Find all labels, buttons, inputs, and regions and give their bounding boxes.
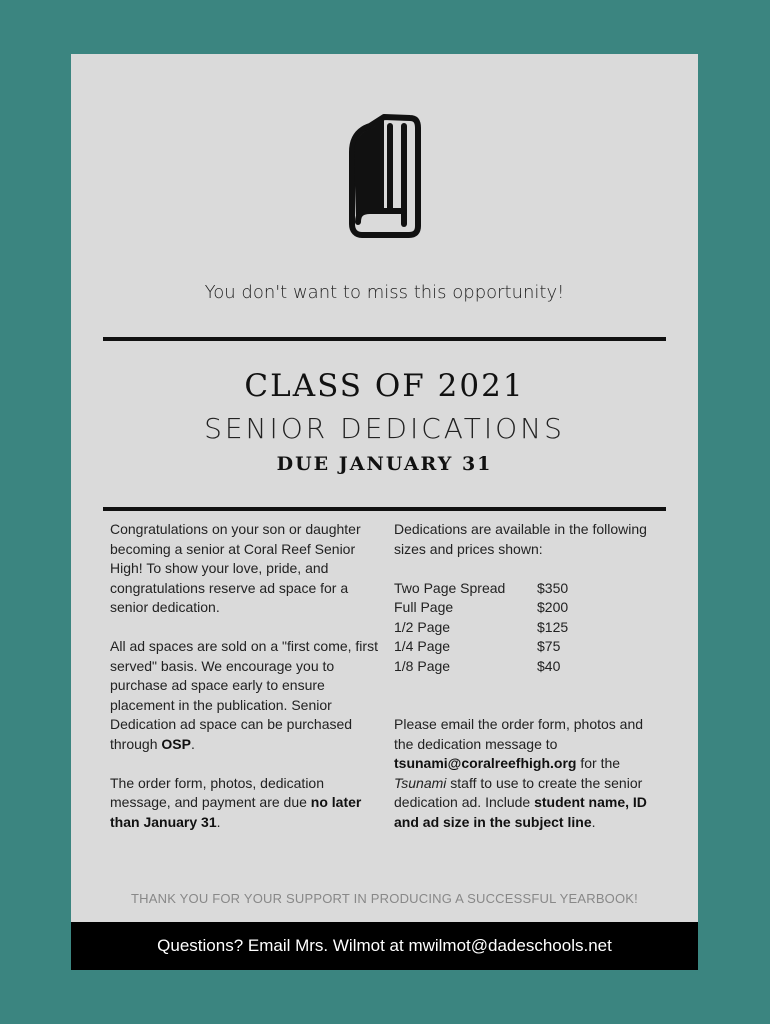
price-amount: $200 <box>537 599 569 615</box>
email-instructions: Please email the order form, photos and the dedication message to tsunami@coralreefhigh.org for the Tsunami staff to use to create the senior dedication ad. Include student name, ID and ad size in the subject line. <box>394 716 647 830</box>
page-subtitle: SENIOR DEDICATIONS <box>204 412 565 445</box>
price-size: 1/8 Page <box>394 657 451 674</box>
left-column <box>110 520 378 832</box>
pricing-intro: Dedications are available in the following sizes and prices shown: <box>394 521 647 557</box>
subject-line-requirements: student name, ID and ad size in the subject line <box>394 794 647 830</box>
price-row <box>394 657 664 677</box>
deadline-paragraph: The order form, photos, dedication message, and payment are due no later than January 31. <box>110 774 362 830</box>
price-size: Two Page Spread <box>394 579 506 596</box>
price-row <box>394 579 664 599</box>
price-amount: $75 <box>537 638 561 654</box>
top-divider <box>103 337 666 341</box>
contact-email-text[interactable]: Questions? Email Mrs. Wilmot at mwilmot@dadeschools.net <box>157 936 612 955</box>
price-row <box>394 598 664 618</box>
submission-email-link[interactable]: tsunami@coralreefhigh.org <box>394 755 577 771</box>
price-amount: $40 <box>537 657 561 674</box>
bottom-divider <box>103 507 666 511</box>
price-size: 1/4 Page <box>394 638 451 654</box>
right-column <box>394 520 664 832</box>
intro-paragraph: Congratulations on your son or daughter becoming a senior at Coral Reef Senior High! To show your love, pride, and congratulations reserve ad space for a senior dedication. <box>110 521 361 615</box>
book-icon <box>348 114 422 238</box>
footer-bar <box>71 922 698 970</box>
tagline: You don't want to miss this opportunity! <box>204 282 565 303</box>
tsunami-name: Tsunami <box>394 774 447 791</box>
thank-you-note: THANK YOU FOR YOUR SUPPORT IN PRODUCING A SUCCESSFUL YEARBOOK! <box>131 891 638 906</box>
price-amount: $350 <box>537 579 569 596</box>
due-date-heading: DUE JANUARY 31 <box>276 453 493 475</box>
price-row <box>394 618 664 638</box>
price-row <box>394 637 664 657</box>
page-title: CLASS OF 2021 <box>244 368 525 404</box>
price-list <box>394 579 664 677</box>
price-amount: $125 <box>537 618 569 635</box>
price-size: Full Page <box>394 599 454 615</box>
flyer-card <box>71 54 698 970</box>
first-come-paragraph: All ad spaces are sold on a "first come, first served" basis. We encourage you to purchase ad space early to ensure placement in the publication. Senior Dedication ad space can be purchased through OSP. <box>110 638 378 752</box>
osp-text: OSP <box>161 735 191 752</box>
price-size: 1/2 Page <box>394 618 451 635</box>
deadline-bold-text: no later than January 31 <box>110 794 362 830</box>
